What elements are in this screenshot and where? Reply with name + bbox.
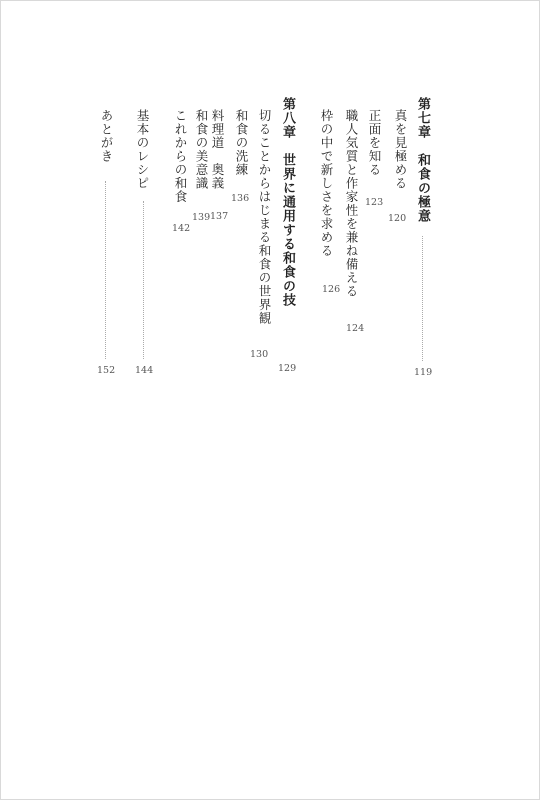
entry-7-1-page: 120 bbox=[388, 213, 407, 224]
appendix-afterword-leader bbox=[105, 181, 106, 359]
entry-7-1-title: 真を見極める bbox=[393, 109, 408, 190]
chapter-7-leader bbox=[422, 236, 423, 361]
entry-7-4-page: 126 bbox=[322, 284, 341, 295]
entry-8-3-page: 137 bbox=[210, 211, 229, 222]
chapter-7-page: 119 bbox=[414, 367, 433, 378]
entry-7-3-title: 職人気質と作家性を兼ね備える bbox=[344, 109, 359, 298]
entry-7-4-title: 枠の中で新しさを求める bbox=[319, 109, 334, 258]
appendix-recipes-page: 144 bbox=[135, 365, 154, 376]
entry-8-2-page: 136 bbox=[231, 193, 250, 204]
entry-8-4-page: 139 bbox=[192, 212, 211, 223]
entry-8-5-page: 142 bbox=[172, 223, 191, 234]
entry-7-3-page: 124 bbox=[346, 323, 365, 334]
appendix-afterword-page: 152 bbox=[97, 365, 116, 376]
entry-8-1-page: 130 bbox=[250, 349, 269, 360]
appendix-recipes-title: 基本のレシピ bbox=[135, 109, 150, 190]
chapter-7-title: 第七章 和食の極意 bbox=[415, 97, 430, 223]
entry-8-5-title: これからの和食 bbox=[173, 109, 188, 204]
entry-8-2-title: 和食の洗練 bbox=[234, 109, 249, 177]
chapter-8-title: 第八章 世界に通用する和食の技 bbox=[280, 97, 295, 307]
entry-8-3-title: 料理道 奥義 bbox=[210, 109, 225, 190]
entry-8-1-title: 切ることからはじまる和食の世界観 bbox=[257, 109, 272, 325]
entry-8-4-title: 和食の美意識 bbox=[194, 109, 209, 190]
entry-7-2-title: 正面を知る bbox=[367, 109, 382, 177]
appendix-afterword-title: あとがき bbox=[99, 109, 114, 163]
entry-7-2-page: 123 bbox=[365, 197, 384, 208]
chapter-8-page: 129 bbox=[278, 363, 297, 374]
appendix-recipes-leader bbox=[143, 201, 144, 359]
